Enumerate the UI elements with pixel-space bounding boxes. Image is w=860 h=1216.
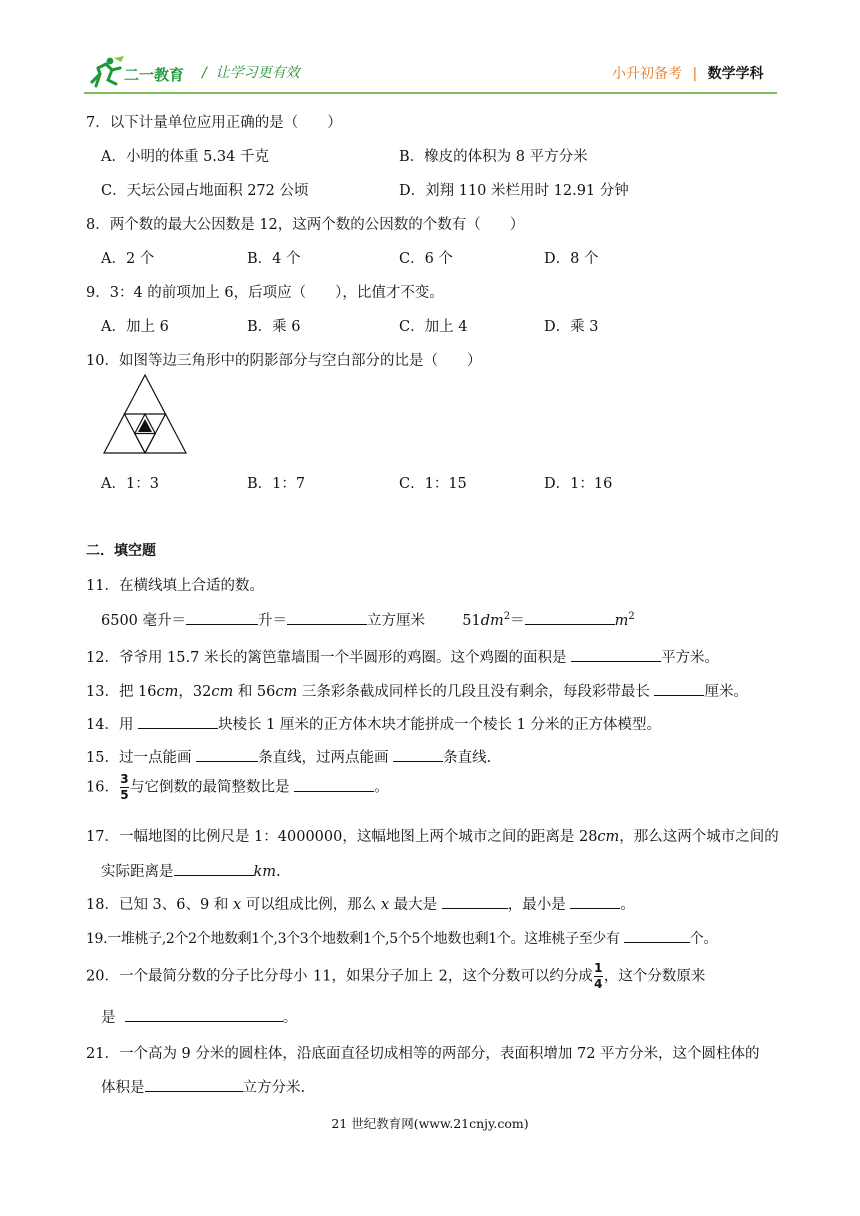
q8-option-d: D．8 个 (544, 251, 599, 267)
q20-fraction (594, 962, 603, 991)
q7-option-b: B．橡皮的体积为 8 平方分米 (399, 149, 588, 165)
q13-blank (654, 680, 704, 696)
q8-option-b: B．4 个 (247, 251, 301, 267)
q11-part-a: 6500 毫升＝ (101, 613, 187, 629)
question-20-line-2 (101, 1006, 297, 1027)
q15-text-c: 条直线. (443, 750, 492, 766)
q18-text-c: 最大是 (389, 897, 438, 913)
q10-option-c: C．1：15 (399, 476, 467, 492)
q14-text-b: 块棱长 1 厘米的正方体木块才能拼成一个棱长 1 分米的正方体模型。 (218, 717, 661, 733)
q20-blank (125, 1006, 283, 1022)
header-subject-label: 数学学科 (707, 66, 764, 82)
q19-blank (624, 927, 690, 943)
q15-blank-2 (393, 746, 443, 762)
q12-text-b: 平方米。 (661, 650, 720, 666)
question-14 (86, 713, 661, 734)
q17-text-a: 17．一幅地图的比例尺是 1：4000000，这幅地图上两个城市之间的距离是 28 (86, 829, 598, 845)
q7-option-a: A．小明的体重 5.34 千克 (101, 149, 269, 165)
q8-option-c: C．6 个 (399, 251, 453, 267)
q16-fraction (120, 773, 129, 802)
q20-text-a: 20．一个最简分数的分子比分母小 11，如果分子加上 2，这个分数可以约分成 (86, 968, 593, 985)
q7-option-d: D．刘翔 110 米栏用时 12.91 分钟 (399, 183, 629, 199)
q17-unit-km: km (253, 864, 277, 880)
q15-text-a: 15．过一点能画 (86, 750, 192, 766)
q13-unit-1: cm (156, 684, 179, 700)
question-10: 10．如图等边三角形中的阴影部分与空白部分的比是（ ） (86, 353, 482, 369)
q11-part-d-unit: dm (480, 613, 504, 629)
q20-numerator: 1 (594, 961, 603, 975)
header (0, 0, 860, 100)
q18-text-d: ，最小是 (507, 897, 566, 913)
q10-option-a: A．1：3 (101, 476, 159, 492)
q20-denominator: 4 (594, 977, 603, 991)
question-13 (86, 680, 748, 701)
q7-option-c: C．天坛公园占地面积 272 公顷 (101, 183, 309, 199)
q13-text-1: 13．把 16 (86, 684, 157, 700)
q12-text-a: 12．爷爷用 15.7 米长的篱笆靠墙围一个半圆形的鸡圈。这个鸡圈的面积是 (86, 650, 567, 666)
question-21-line-1: 21．一个高为 9 分米的圆柱体，沿底面直径切成相等的两部分，表面积增加 72 平方分米，这个圆柱体的 (86, 1046, 760, 1062)
question-17-line-1 (86, 825, 779, 846)
q18-blank-1 (442, 893, 508, 909)
q19-text-a: 19.一堆桃子,2个2个地数剩1个,3个3个地数剩1个,5个5个地数也剩1个。这堆桃子至少有 (86, 931, 620, 947)
logo-runner-icon (86, 56, 126, 88)
q9-option-d: D．乘 3 (544, 319, 599, 335)
q10-option-d: D．1：16 (544, 476, 613, 492)
q13-unit-3: cm (275, 684, 298, 700)
q18-blank-2 (570, 893, 620, 909)
q14-blank (138, 713, 218, 729)
q16-prefix: 16． (86, 779, 119, 796)
question-20-line-1 (86, 962, 705, 991)
q11-part-e-unit: m (614, 613, 629, 629)
q18-var-x-1: x (232, 897, 242, 913)
question-11-line (101, 609, 635, 630)
q16-blank (294, 776, 374, 792)
q13-text-4: 三条彩条截成同样长的几段且没有剩余，每段彩带最长 (297, 684, 650, 700)
question-19 (86, 927, 717, 948)
footer-source: 21 世纪教育网(www.21cnjy.com) (331, 1116, 529, 1131)
q13-unit-2: cm (211, 684, 234, 700)
q16-text-b: 。 (374, 779, 389, 796)
q11-blank-3 (525, 609, 615, 625)
q13-text-2: ，32 (178, 684, 212, 700)
q17-blank (174, 860, 254, 876)
question-16 (86, 773, 389, 802)
header-separator: | (692, 66, 698, 82)
q11-blank-2 (287, 609, 367, 625)
q10-option-b: B．1：7 (247, 476, 306, 492)
q9-option-a: A．加上 6 (101, 319, 169, 335)
question-7: 7．以下计量单位应用正确的是（ ） (86, 115, 342, 131)
q18-text-b: 可以组成比例，那么 (241, 897, 381, 913)
q11-part-c: 立方厘米 (367, 613, 426, 629)
question-17-line-2 (101, 860, 281, 881)
header-category (612, 63, 764, 83)
slogan: / 让学习更有效 (202, 65, 300, 81)
slogan-text: 让学习更有效 (215, 65, 300, 81)
q9-option-b: B．乘 6 (247, 319, 301, 335)
q20-text-d: 。 (282, 1010, 298, 1026)
q17-unit-cm: cm (597, 829, 620, 845)
q20-text-c: 是 (101, 1010, 116, 1026)
question-18 (86, 893, 635, 914)
section-fill-blank-title: 二．填空题 (86, 543, 156, 559)
q17-text-c: 实际距离是 (101, 864, 174, 880)
q15-text-b: 条直线，过两点能画 (258, 750, 389, 766)
q8-option-a: A．2 个 (101, 251, 155, 267)
q9-option-c: C．加上 4 (399, 319, 468, 335)
q13-text-3: 和 56 (233, 684, 276, 700)
q11-blank-1 (186, 609, 258, 625)
q21-text-b: 立方分米. (242, 1080, 306, 1096)
q11-part-e-sup: 2 (628, 611, 635, 623)
triangle-figure (102, 373, 188, 455)
question-21-line-2 (101, 1076, 305, 1097)
logo-text: 二一教育 (124, 66, 185, 84)
question-15 (86, 746, 491, 767)
q11-part-d-num: 51 (462, 613, 481, 629)
q13-text-5: 厘米。 (704, 684, 748, 700)
q12-blank (571, 646, 661, 662)
q21-blank (145, 1076, 243, 1092)
q17-text-d: . (276, 864, 281, 880)
q19-text-b: 个。 (689, 931, 718, 947)
q11-part-d-eq: ＝ (510, 613, 525, 629)
q11-part-d-sup: 2 (503, 611, 511, 623)
question-12 (86, 646, 719, 667)
q15-blank-1 (196, 746, 258, 762)
q18-var-x-2: x (380, 897, 390, 913)
q11-part-b: 升＝ (258, 613, 288, 629)
question-8: 8．两个数的最大公因数是 12，这两个数的公因数的个数有（ ） (86, 217, 525, 233)
q16-numerator: 3 (120, 772, 129, 786)
q17-text-b: ，那么这两个城市之间的 (619, 829, 779, 845)
q18-text-a: 18．已知 3、6、9 和 (86, 897, 233, 913)
question-11: 11．在横线填上合适的数。 (86, 578, 264, 594)
header-divider (84, 92, 777, 94)
header-exam-label: 小升初备考 (612, 66, 682, 82)
q18-text-e: 。 (620, 897, 635, 913)
question-9: 9．3：4 的前项加上 6，后项应（ ），比值才不变。 (86, 285, 444, 301)
q20-text-b: ，这个分数原来 (603, 968, 706, 985)
q16-denominator: 5 (120, 788, 129, 802)
q14-text-a: 14．用 (86, 717, 134, 733)
q16-text-a: 与它倒数的最简整数比是 (129, 779, 290, 796)
q21-text-a: 体积是 (101, 1080, 145, 1096)
